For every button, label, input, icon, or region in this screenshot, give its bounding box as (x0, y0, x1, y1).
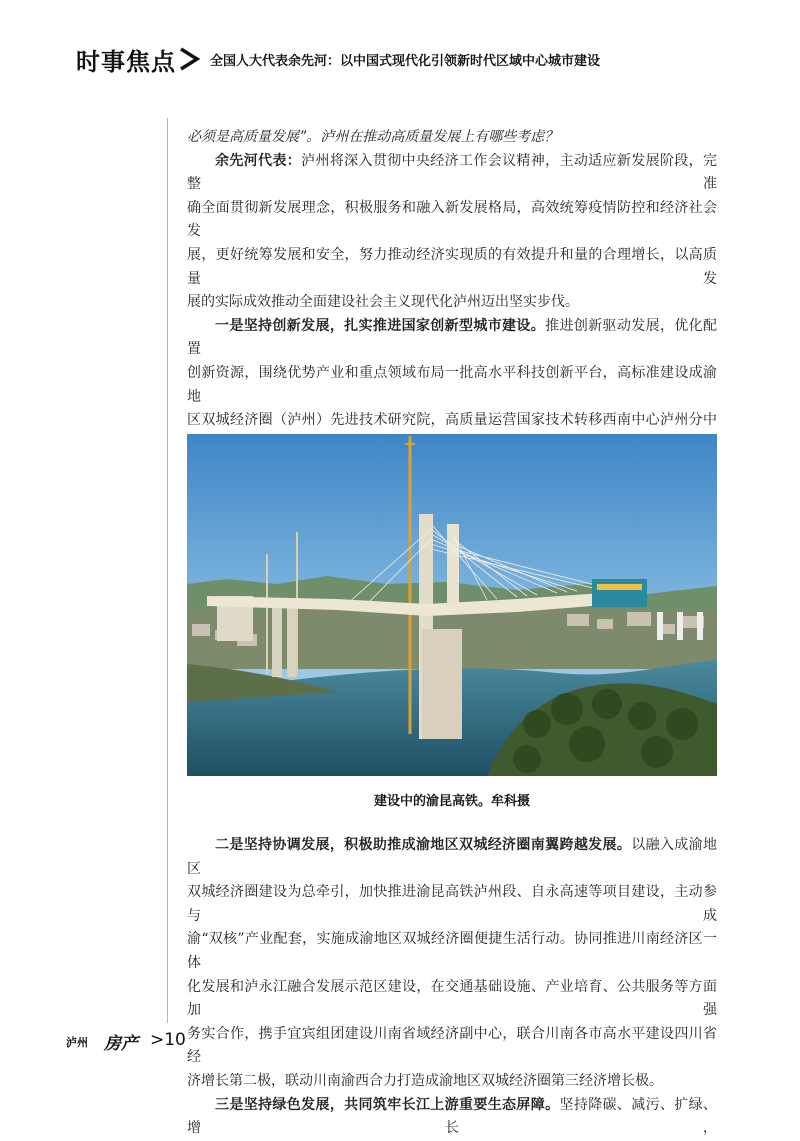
point1-line-2: 创新资源，围绕优势产业和重点领域布局一批高水平科技创新平台，高标准建设成渝地 (187, 364, 717, 405)
article-headline: 全国人大代表余先河：以中国式现代化引领新时代区域中心城市建设 (210, 54, 601, 69)
answer-line-4: 展的实际成效推动全面建设社会主义现代化泸州迈出坚实步伐。 (187, 294, 579, 311)
point2-line-6: 济增长第二极，联动川南渝西合力打造成渝地区双城经济圈第三经济增长极。 (187, 1072, 663, 1089)
section-title: 时事焦点 (76, 48, 176, 76)
question-line: 必须是高质量发展”。泸州在推动高质量发展上有哪些考虑？ (187, 129, 559, 145)
point2-line-2: 双城经济圈建设为总牵引，加快推进渝昆高铁泸州段、自永高速等项目建设，主动参与成 (187, 884, 717, 924)
photo-caption: 建设中的渝昆高铁。牟科摄 (373, 794, 530, 809)
point2-title: 二是坚持协调发展，积极助推成渝地区双城经济圈南翼跨越发展。 (215, 837, 632, 853)
answer-line-3: 展，更好统筹发展和安全，努力推动经济实现质的有效提升和量的合理增长，以高质量发 (187, 246, 717, 287)
page-number: >10 (150, 1030, 186, 1050)
answer-line-1: 余先河代表：泸州将深入贯彻中央经济工作会议精神，主动适应新发展阶段，完整准 (187, 152, 718, 193)
bridge-photo (187, 434, 717, 776)
magazine-brand-small: 泸州 (66, 1036, 88, 1049)
point2-line-4: 化发展和泸永江融合发展示范区建设，在交通基础设施、产业培育、公共服务等方面加强 (187, 978, 717, 1019)
magazine-brand-logo: 房产 (104, 1034, 138, 1054)
point3-line-1: 三是坚持绿色发展，共同筑牢长江上游重要生态屏障。坚持降碳、减污、扩绿、增长， (187, 1096, 718, 1137)
point1-line-3: 区双城经济圈（泸州）先进技术研究院，高质量运营国家技术转移西南中心泸州分中 (187, 412, 717, 429)
column-divider (167, 118, 168, 1023)
point2-line-3: 渝“双核”产业配套，实施成渝地区双城经济圈便捷生活行动。协同推进川南经济区一体 (187, 931, 717, 971)
bridge-illustration (187, 434, 717, 776)
article-block-2 (187, 834, 717, 1141)
point1-line-1: 一是坚持创新发展，扎实推进国家创新型城市建设。推进创新驱动发展，优化配置 (187, 317, 718, 358)
chevron-right-icon (176, 46, 202, 72)
point2-line-1: 二是坚持协调发展，积极助推成渝地区双城经济圈南翼跨越发展。以融入成渝地区 (187, 837, 717, 877)
answer-line-2: 确全面贯彻新发展理念，积极服务和融入新发展格局，高效统筹疫情防控和经济社会发 (187, 199, 717, 240)
speaker-label: 余先河代表： (215, 152, 302, 169)
page-header (0, 42, 800, 82)
point2-line-5: 务实合作，携手宜宾组团建设川南省域经济副中心，联合川南各市高水平建设四川省经 (187, 1025, 717, 1066)
point3-title: 三是坚持绿色发展，共同筑牢长江上游重要生态屏障。 (215, 1096, 560, 1113)
point1-title: 一是坚持创新发展，扎实推进国家创新型城市建设。 (215, 317, 546, 334)
